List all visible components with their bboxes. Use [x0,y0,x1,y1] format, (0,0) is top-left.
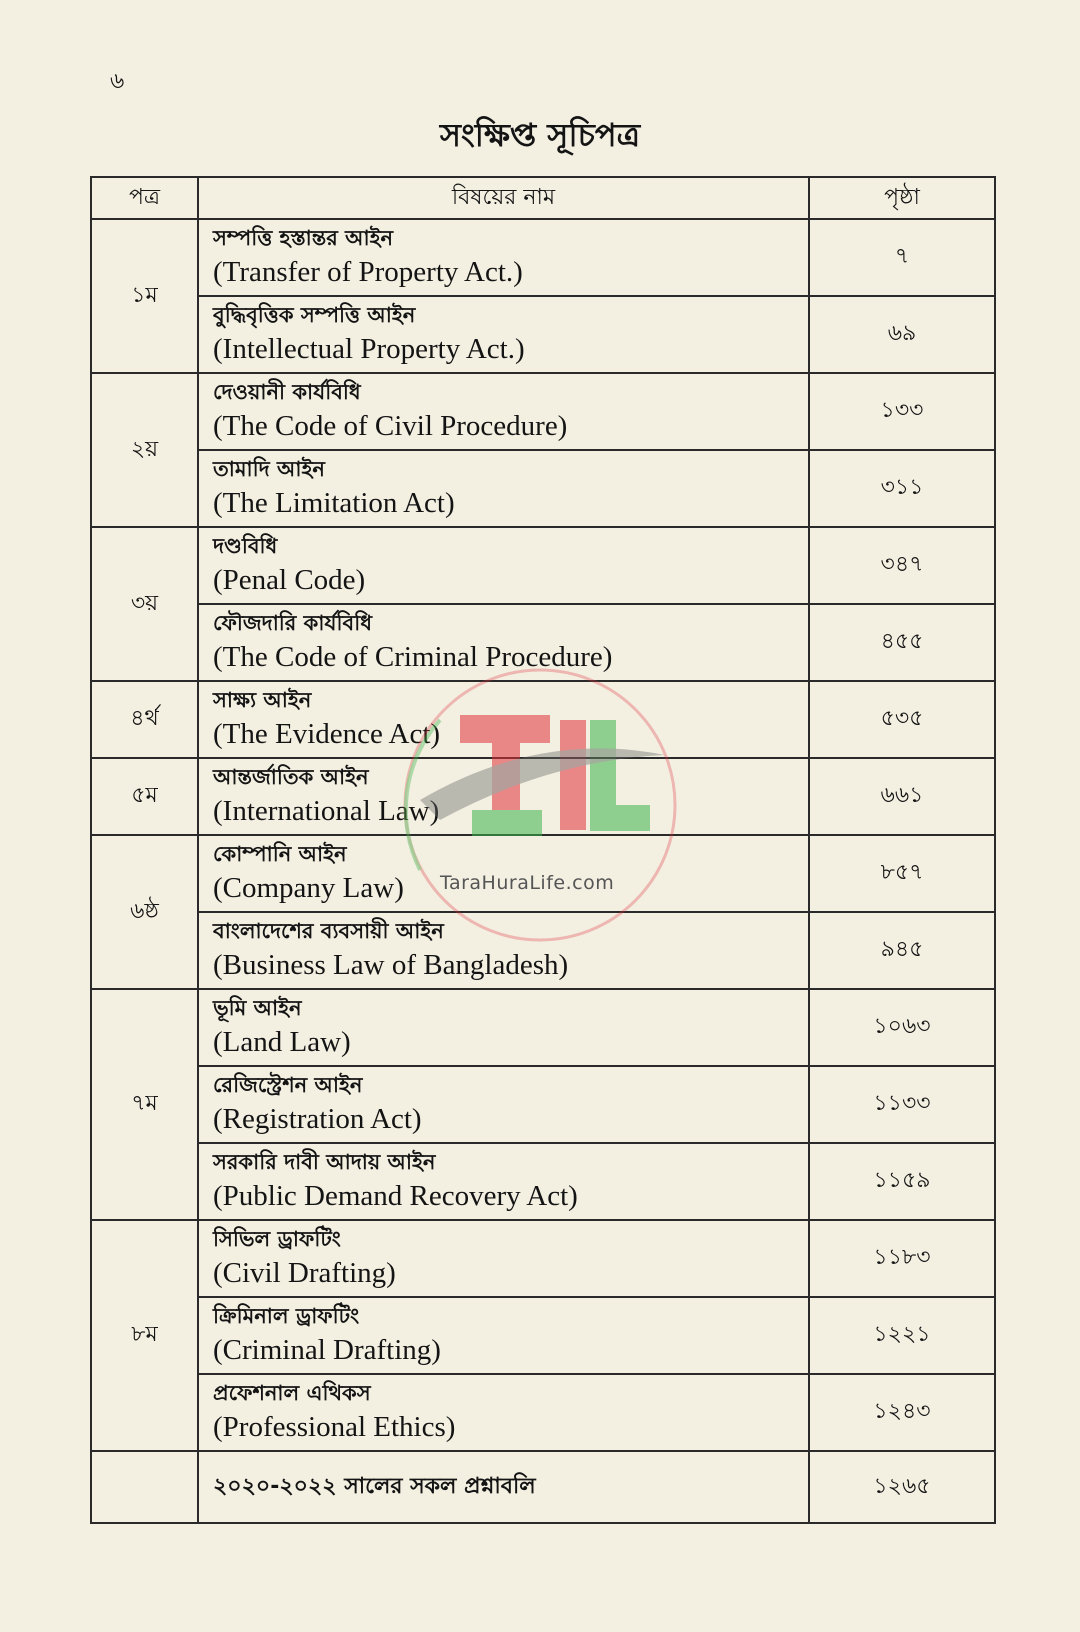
subject-english-name: (Criminal Drafting) [213,1333,441,1366]
table-row [91,219,995,296]
page-cell: ১২৬৫ [809,1451,995,1523]
subject-english-name: (The Code of Criminal Procedure) [213,640,613,673]
paper-cell: ৩য় [91,527,198,681]
page-cell: ৮৫৭ [809,835,995,912]
table-header-row [91,177,995,219]
page-cell: ১১৫৯ [809,1143,995,1220]
subject-bengali-name: সাক্ষ্য আইন [213,687,312,712]
header-page: পৃষ্ঠা [809,177,995,219]
page-cell: ১১৩৩ [809,1066,995,1143]
paper-cell: ৪র্থ [91,681,198,758]
subject-english-name: (Transfer of Property Act.) [213,255,523,288]
subject-bengali-name: তামাদি আইন [213,456,325,481]
table-row [91,1220,995,1297]
paper-cell: ৬ষ্ঠ [91,835,198,989]
table-row [91,758,995,835]
subject-bengali-name: দেওয়ানী কার্যবিধি [213,379,361,404]
subject-cell [198,1220,809,1297]
subject-cell [198,1066,809,1143]
paper-cell: ৭ম [91,989,198,1220]
table-row [91,1297,995,1374]
table-body [91,219,995,1523]
paper-cell: ২য় [91,373,198,527]
table-row-all-questions [91,1451,995,1523]
page-cell: ১০৬৩ [809,989,995,1066]
table-row [91,373,995,450]
subject-english-name: (The Code of Civil Procedure) [213,409,568,442]
header-paper: পত্র [91,177,198,219]
subject-bengali-name: ক্রিমিনাল ড্রাফটিং [213,1303,360,1328]
subject-bengali-name: ভূমি আইন [213,995,302,1020]
subject-bengali-name: আন্তর্জাতিক আইন [213,764,369,789]
subject-cell [198,527,809,604]
subject-cell [198,1143,809,1220]
table-row [91,296,995,373]
table-row [91,989,995,1066]
paper-cell: ৫ম [91,758,198,835]
subject-english-name: (Land Law) [213,1025,351,1058]
subject-cell [198,373,809,450]
subject-cell: ২০২০-২০২২ সালের সকল প্রশ্নাবলি [198,1451,809,1523]
table-row [91,1066,995,1143]
page-cell: ৩৪৭ [809,527,995,604]
subject-bengali-name: রেজিস্ট্রেশন আইন [213,1072,363,1097]
table-row [91,450,995,527]
subject-cell [198,219,809,296]
subject-cell [198,1297,809,1374]
paper-cell: ১ম [91,219,198,373]
table-row [91,681,995,758]
page-title: সংক্ষিপ্ত সূচিপত্র [439,116,641,154]
subject-english-name: (Penal Code) [213,563,366,596]
paper-cell [91,1451,198,1523]
watermark-text: TaraHuraLife.com [440,872,615,894]
table-row [91,1374,995,1451]
table-row [91,1143,995,1220]
subject-bengali-name: বুদ্ধিবৃত্তিক সম্পত্তি আইন [213,302,416,327]
subject-bengali-name: কোম্পানি আইন [213,841,347,866]
subject-cell [198,758,809,835]
contents-table [90,176,996,1524]
page-cell: ৬৬১ [809,758,995,835]
page-cell: ৫৩৫ [809,681,995,758]
subject-english-name: (Civil Drafting) [213,1256,396,1289]
table-row [91,604,995,681]
header-subject: বিষয়ের নাম [198,177,809,219]
page-cell: ৬৯ [809,296,995,373]
subject-english-name: (International Law) [213,794,440,827]
page-cell: ১২৪৩ [809,1374,995,1451]
page-cell: ৩১১ [809,450,995,527]
subject-cell [198,681,809,758]
page-cell: ৯৪৫ [809,912,995,989]
table-row [91,527,995,604]
subject-cell [198,604,809,681]
subject-cell [198,1374,809,1451]
table-row [91,912,995,989]
subject-bengali-name: প্রফেশনাল এথিকস [213,1380,371,1405]
page-cell: ১২২১ [809,1297,995,1374]
page-cell: ৪৫৫ [809,604,995,681]
subject-english-name: (The Evidence Act) [213,717,441,750]
subject-english-name: (Public Demand Recovery Act) [213,1179,578,1212]
subject-english-name: (Intellectual Property Act.) [213,332,525,365]
subject-english-name: (Registration Act) [213,1102,422,1135]
subject-cell [198,296,809,373]
subject-cell [198,989,809,1066]
subject-bengali-name: সম্পত্তি হস্তান্তর আইন [213,225,394,250]
subject-bengali-name: দণ্ডবিধি [213,533,278,558]
subject-bengali-name: সরকারি দাবী আদায় আইন [213,1149,436,1174]
page-number: ৬ [110,69,125,94]
subject-bengali-name: সিভিল ড্রাফটিং [213,1226,341,1251]
page-cell: ৭ [809,219,995,296]
page-cell: ১৩৩ [809,373,995,450]
subject-english-name: (Business Law of Bangladesh) [213,948,569,981]
subject-english-name: (Company Law) [213,871,404,904]
paper-cell: ৮ম [91,1220,198,1451]
subject-bengali-name: ফৌজদারি কার্যবিধি [213,610,373,635]
subject-cell [198,450,809,527]
subject-cell [198,912,809,989]
subject-english-name: (Professional Ethics) [213,1410,456,1443]
page-cell: ১১৮৩ [809,1220,995,1297]
subject-bengali-name: বাংলাদেশের ব্যবসায়ী আইন [213,918,444,943]
subject-english-name: (The Limitation Act) [213,486,455,519]
